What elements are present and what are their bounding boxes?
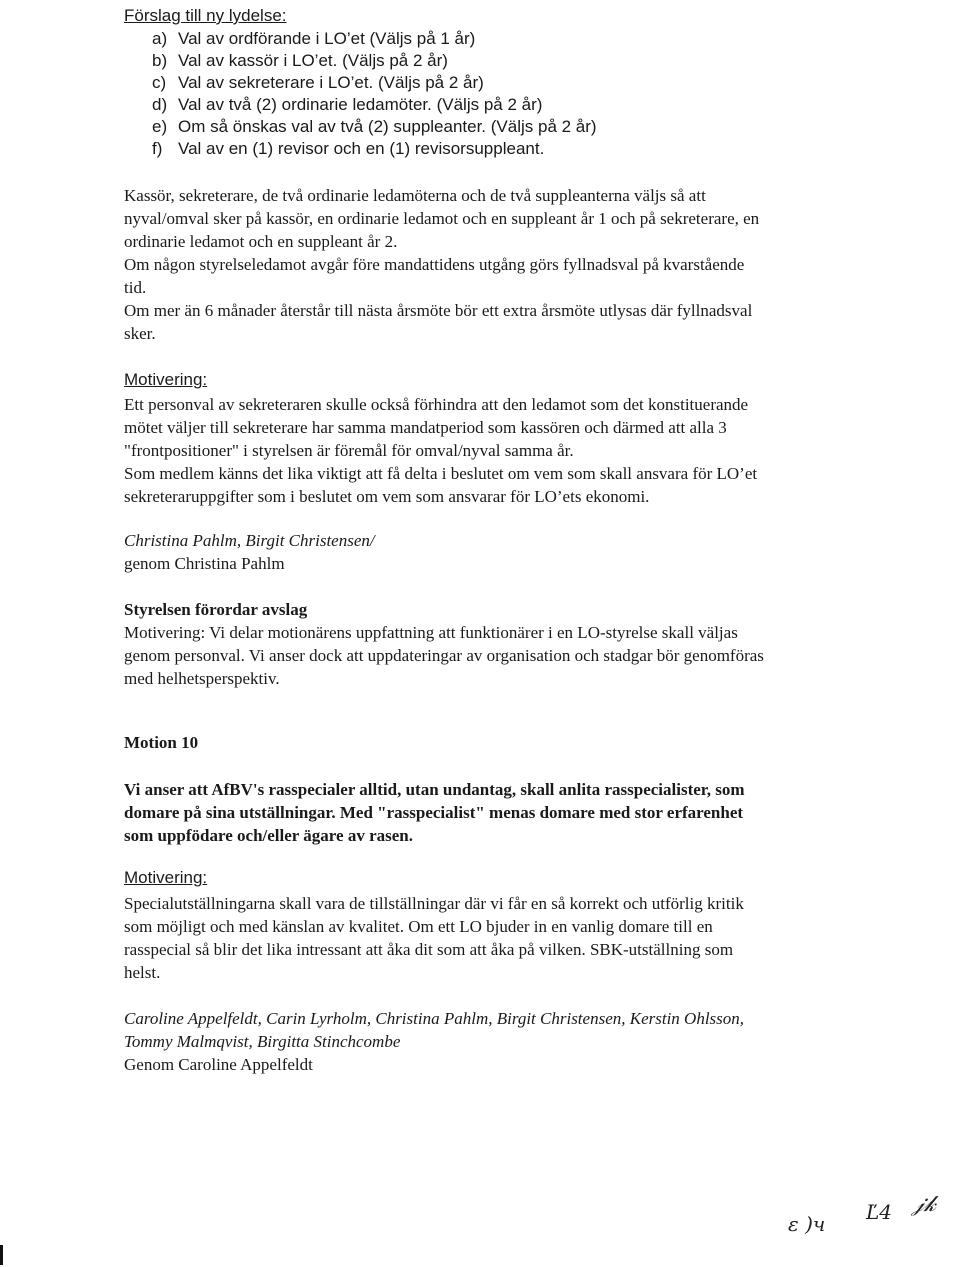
text-line: som möjligt och med känslan av kvalitet. Om ett LO bjuder in en vanlig domare till en bbox=[124, 917, 713, 936]
text-line: genom personval. Vi anser dock att uppdateringar av organisation och stadgar bör genomföras bbox=[124, 646, 764, 665]
scan-edge-mark bbox=[0, 1245, 3, 1265]
text-line: sker. bbox=[124, 324, 156, 343]
handwritten-initials: Ľ4 bbox=[866, 1200, 893, 1224]
list-item: f) Val av en (1) revisor och en (1) revisorsuppleant. bbox=[152, 139, 545, 158]
handwritten-initials: ε )ч bbox=[788, 1212, 826, 1236]
authors-via: genom Christina Pahlm bbox=[124, 554, 285, 573]
text-line: med helhetsperspektiv. bbox=[124, 669, 280, 688]
text-line: Ett personval av sekreteraren skulle också förhindra att den ledamot som det konstituerande bbox=[124, 395, 749, 414]
list-item: a) Val av ordförande i LO’et (Väljs på 1 år) bbox=[152, 29, 476, 48]
list-item: d) Val av två (2) ordinarie ledamöter. (Väljs på 2 år) bbox=[152, 95, 543, 114]
handwritten-initials: 𝒿𝓀 bbox=[912, 1192, 936, 1217]
text-line: rasspecial så blir det lika intressant att åka dit som att åka på vilken. SBK-utställning som bbox=[124, 940, 734, 959]
motivering-heading: Motivering: bbox=[124, 868, 208, 887]
text-line: Motivering: Vi delar motionärens uppfattning att funktionärer i en LO-styrelse skall väljas bbox=[124, 623, 738, 642]
list-item: e) Om så önskas val av två (2) suppleanter. (Väljs på 2 år) bbox=[152, 117, 597, 136]
text-line: sekreteraruppgifter som i beslutet om vem som ansvarar för LO’ets ekonomi. bbox=[124, 487, 650, 506]
list-item: b) Val av kassör i LO’et. (Väljs på 2 år) bbox=[152, 51, 448, 70]
proposal-heading: Förslag till ny lydelse: bbox=[124, 6, 287, 25]
text-line: ordinarie ledamot och en suppleant år 2. bbox=[124, 232, 398, 251]
text-line: "frontpositioner" i styrelsen är föremål för omval/nyval samma år. bbox=[124, 441, 574, 460]
text-line: tid. bbox=[124, 278, 147, 297]
text-line: Vi anser att AfBV's rasspecialer alltid, utan undantag, skall anlita rasspecialister, som bbox=[124, 780, 745, 799]
text-line: domare på sina utställningar. Med "rasspecialist" menas domare med stor erfarenhet bbox=[124, 803, 744, 822]
text-line: Specialutställningarna skall vara de tillställningar där vi får en så korrekt och utförlig kritik bbox=[124, 894, 744, 913]
text-line: som uppfödare och/eller ägare av rasen. bbox=[124, 826, 413, 845]
authors-via: Genom Caroline Appelfeldt bbox=[124, 1055, 313, 1074]
text-line: Om någon styrelseledamot avgår före mandattidens utgång görs fyllnadsval på kvarstående bbox=[124, 255, 745, 274]
text-line: helst. bbox=[124, 963, 161, 982]
authors-names: Christina Pahlm, Birgit Christensen/ bbox=[124, 531, 375, 550]
motion-title: Motion 10 bbox=[124, 733, 199, 752]
list-item: c) Val av sekreterare i LO’et. (Väljs på 2 år) bbox=[152, 73, 484, 92]
text-line: Kassör, sekreterare, de två ordinarie ledamöterna och de två suppleanterna väljs så att bbox=[124, 186, 706, 205]
text-line: mötet väljer till sekreterare har samma mandatperiod som kassören och därmed att alla 3 bbox=[124, 418, 727, 437]
text-line: Caroline Appelfeldt, Carin Lyrholm, Christina Pahlm, Birgit Christensen, Kerstin Ohlsson, bbox=[124, 1009, 745, 1028]
text-line: Tommy Malmqvist, Birgitta Stinchcombe bbox=[124, 1032, 401, 1051]
motivering-heading: Motivering: bbox=[124, 370, 208, 389]
text-line: Som medlem känns det lika viktigt att få delta i beslutet om vem som skall ansvara för LO’et bbox=[124, 464, 758, 483]
board-heading: Styrelsen förordar avslag bbox=[124, 600, 308, 619]
text-line: Om mer än 6 månader återstår till nästa årsmöte bör ett extra årsmöte utlysas där fyllnadsval bbox=[124, 301, 753, 320]
text-line: nyval/omval sker på kassör, en ordinarie ledamot och en suppleant år 1 och på sekreterare, en bbox=[124, 209, 760, 228]
